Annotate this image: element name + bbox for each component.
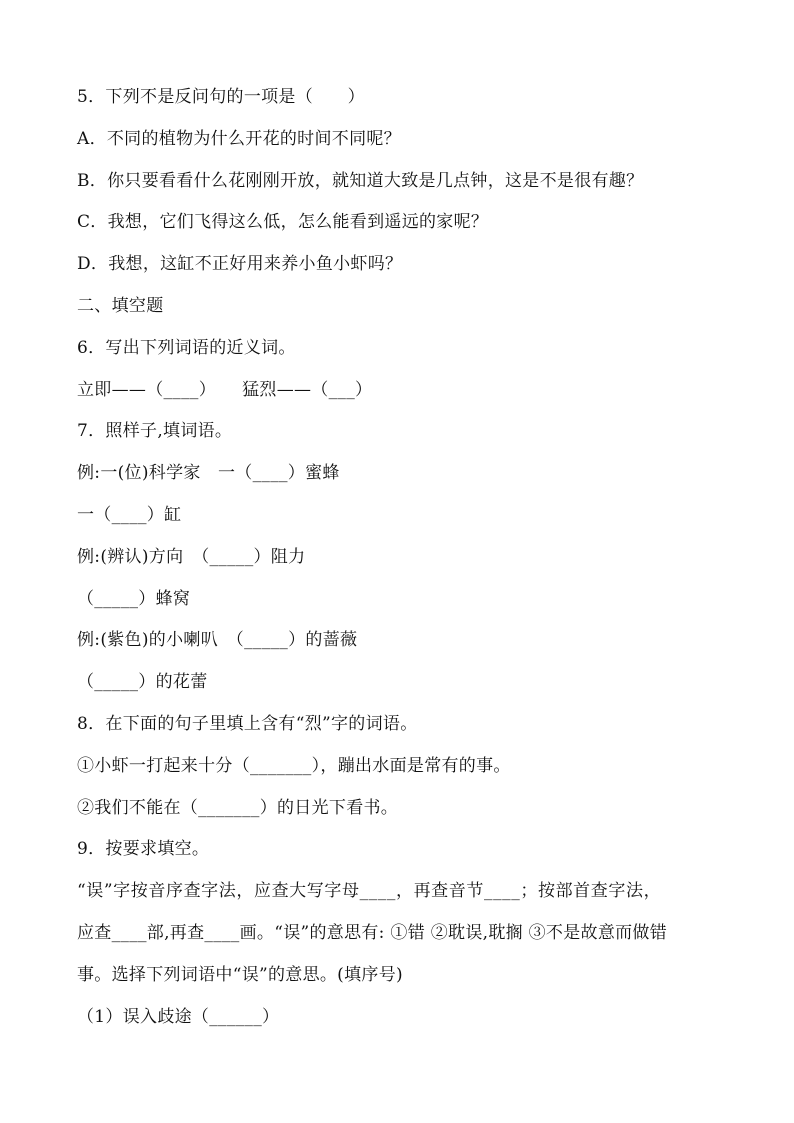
question-8-stem: 8．在下面的句子里填上含有“烈”字的词语。 <box>77 713 418 734</box>
question-7-example-2: 例:(辨认)方向 （_____）阻力 <box>77 546 306 567</box>
question-5-option-d: D．我想，这缸不正好用来养小鱼小虾吗？ <box>77 254 403 275</box>
question-7-blank-2: （_____）蜂窝 <box>77 588 191 609</box>
question-9-text-line-3: 事。选择下列词语中“误”的意思。(填序号) <box>77 964 403 985</box>
question-8-item-1: ①小虾一打起来十分（_______），蹦出水面是常有的事。 <box>77 755 511 776</box>
question-6-stem: 6．写出下列词语的近义词。 <box>77 337 296 358</box>
question-5-option-c: C．我想，它们飞得这么低，怎么能看到遥远的家呢？ <box>77 212 489 233</box>
question-6-blanks: 立即——（____） 猛烈——（___） <box>77 379 373 400</box>
question-7-blank-3: （_____）的花蕾 <box>77 672 208 693</box>
question-7-example-3: 例:(紫色)的小喇叭 （_____）的蔷薇 <box>77 630 358 651</box>
question-9-item-1: （1）误入歧途（______） <box>77 1006 280 1027</box>
question-9-stem: 9．按要求填空。 <box>77 839 210 860</box>
question-5-option-a: A．不同的植物为什么开花的时间不同呢？ <box>77 128 401 149</box>
question-7-stem: 7．照样子,填词语。 <box>77 421 233 442</box>
section-heading-fill-blank: 二、填空题 <box>77 295 164 316</box>
question-8-item-2: ②我们不能在（_______）的日光下看书。 <box>77 797 399 818</box>
question-5-stem: 5．下列不是反问句的一项是（ ） <box>77 87 365 107</box>
question-9-text-line-1: “误”字按音序查字法，应查大写字母____，再查音节____；按部首查字法， <box>77 881 662 902</box>
question-5-option-b: B．你只要看看什么花刚刚开放，就知道大致是几点钟，这是不是很有趣？ <box>77 170 644 191</box>
question-7-example-1: 例:一(位)科学家 一（____）蜜蜂 <box>77 463 340 484</box>
question-7-blank-1: 一（____）缸 <box>77 504 182 525</box>
question-9-text-line-2: 应查____部,再查____画。“误”的意思有: ①错 ②耽误,耽搁 ③不是故意而做错 <box>77 922 668 943</box>
document-body <box>77 80 727 1041</box>
